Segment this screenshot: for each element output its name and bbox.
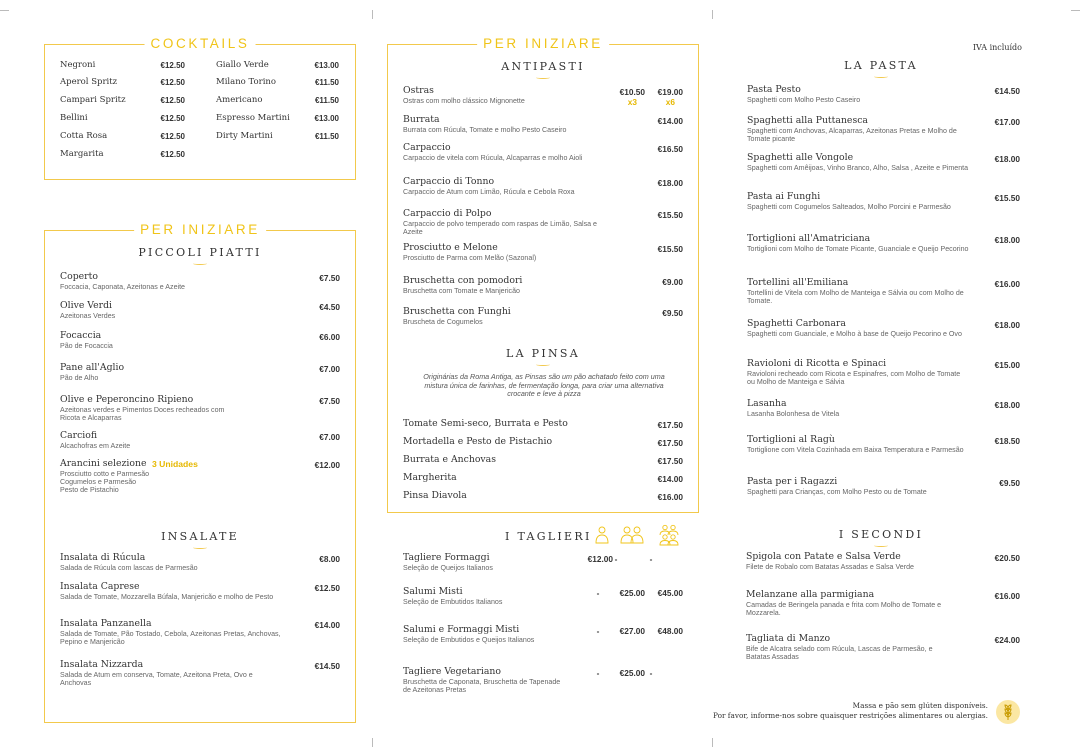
item-name: Melanzane alla parmigiana [746, 589, 875, 600]
item-name: Pane all'Aglio [60, 362, 125, 373]
pinsa-price: €17.50 [657, 420, 683, 430]
item-name: Tortiglioni al Ragù [747, 434, 835, 445]
item-name: Ostras [403, 85, 434, 96]
item-name: Tortellini all'Emiliana [747, 277, 849, 288]
cocktail-price: €13.00 [314, 61, 339, 70]
item-price: €8.00 [319, 554, 340, 564]
item-price: €6.00 [319, 332, 340, 342]
per-iniziare-title: PER INIZIARE [134, 222, 266, 237]
people-icons [594, 524, 682, 546]
item-price: €16.00 [994, 279, 1020, 289]
item-name: Spigola con Patate e Salsa Verde [746, 551, 901, 562]
item-name: Carpaccio di Tonno [403, 176, 495, 187]
item-price: €17.00 [994, 117, 1020, 127]
menu-item [403, 209, 633, 236]
cocktail-name: Bellini [60, 113, 88, 123]
item-desc: Azeitonas Verdes [60, 311, 116, 320]
pinsa-name: Margherita [403, 472, 457, 483]
item-price: €4.50 [319, 302, 340, 312]
cocktail-name: Espresso Martini [216, 113, 290, 123]
fold-mark [1071, 10, 1080, 11]
item-price: €9.50 [999, 478, 1020, 488]
item-desc: Pão de Focaccia [60, 341, 113, 350]
price-4-person: €45.00 [657, 588, 683, 598]
cocktail-price: €12.50 [160, 96, 185, 105]
cocktail-name: Margarita [60, 149, 104, 159]
item-name: Olive Verdi [60, 300, 113, 311]
item-desc: Ostras com molho clássico Mignonette [403, 96, 525, 105]
menu-item [403, 115, 633, 134]
cocktail-name: Cotta Rosa [60, 131, 108, 141]
item-price: €14.00 [314, 620, 340, 630]
price-2-person: - [614, 554, 618, 564]
item-name: Carciofi [60, 430, 98, 441]
price-1-person: - [596, 668, 600, 678]
item-desc: Bife de Alcatra selado com Rúcula, Lascas de Parmesão, e Batatas Assadas [746, 644, 933, 661]
menu-item [403, 177, 633, 196]
cocktail-name: Campari Spritz [60, 95, 126, 105]
person-1-icon [596, 527, 608, 543]
menu-item [747, 85, 972, 104]
menu-item [747, 435, 972, 454]
item-name: Bruschetta con pomodori [403, 275, 523, 286]
item-desc: Burrata com Rúcula, Tomate e molho Pesto Caseiro [403, 125, 567, 134]
item-desc: Camadas de Beringela panada e frita com Molho de Tomate e Mozzarela. [746, 600, 942, 617]
item-name: Tagliata di Manzo [746, 633, 831, 644]
gluten-free-icon [995, 699, 1021, 725]
item-price: €14.50 [994, 86, 1020, 96]
iva-note: IVA incluído [972, 43, 1022, 52]
cocktail-price: €13.00 [314, 114, 339, 123]
item-price: €12.00 [314, 460, 340, 470]
price-2-person: €27.00 [619, 626, 645, 636]
item-name: Tagliere Vegetariano [403, 666, 501, 677]
price-1-person: - [596, 626, 600, 636]
item-desc: Spaghetti para Crianças, com Molho Pesto ou de Tomate [747, 487, 927, 496]
item-desc: Spaghetti com Cogumelos Salteados, Molho Porcini e Parmesão [747, 202, 951, 211]
item-desc: Filete de Robalo com Batatas Assadas e Salsa Verde [746, 562, 914, 571]
piccoli-piatti-heading [45, 246, 355, 265]
menu-item [403, 243, 633, 262]
insalate-heading [45, 530, 355, 549]
pinsa-name: Mortadella e Pesto de Pistachio [403, 436, 553, 447]
cocktail-price: €12.50 [160, 78, 185, 87]
item-desc: Azeitonas verdes e Pimentos Doces recheados com Ricota e Alcaparras [60, 405, 225, 422]
item-desc: Bruschetta de Caponata, Bruschetta de Tapenade de Azeitonas Pretas [403, 677, 561, 694]
la-pinsa-title: LA PINSA [506, 347, 580, 360]
price-4-person: €48.00 [657, 626, 683, 636]
fold-mark [712, 10, 713, 19]
person-4-icon [660, 525, 678, 545]
menu-item [60, 553, 285, 572]
item-qty: x6 [665, 97, 675, 107]
item-price: €16.50 [657, 144, 683, 154]
piccoli-piatti-title: PICCOLI PIATTI [138, 246, 262, 259]
menu-item [60, 395, 275, 422]
item-name: Insalata Nizzarda [60, 659, 144, 670]
item-name: Spaghetti Carbonara [747, 318, 846, 329]
per-iniziare-middle-box [387, 36, 699, 513]
menu-item [747, 234, 972, 253]
item-desc: Foccacia, Caponata, Azeitonas e Azeite [60, 282, 186, 291]
item-price: €18.00 [994, 154, 1020, 164]
allergy-request-note: Por favor, informe-nos sobre quaisquer restrições alimentares ou alergias. [712, 710, 988, 720]
item-desc: Prosciutto de Parma com Melão (Sazonal) [403, 253, 537, 262]
antipasti-heading [388, 60, 698, 79]
item-desc: Salada de Atum em conserva, Tomate, Azeitona Preta, Ovo e Anchovas [60, 670, 253, 687]
allergy-note [713, 701, 988, 720]
item-desc: Salada de Tomate, Pão Tostado, Cebola, Azeitonas Pretas, Anchovas, Pepino e Manjericão [60, 629, 281, 646]
menu-item [746, 634, 971, 661]
price-1-person: €12.00 [587, 554, 613, 564]
menu-item [746, 552, 971, 571]
item-price: €15.50 [657, 244, 683, 254]
secondi-heading [728, 528, 1034, 547]
la-pinsa-heading [388, 347, 698, 366]
person-2-icon [621, 527, 643, 543]
menu-item [747, 399, 972, 418]
cocktail-name: Milano Torino [216, 77, 277, 87]
item-name: Carpaccio [403, 142, 451, 153]
item-name: Coperto [60, 271, 98, 282]
item-name: Burrata [403, 114, 440, 125]
item-price: €7.00 [319, 364, 340, 374]
item-price: €15.50 [994, 193, 1020, 203]
pinsa-name: Tomate Semi-seco, Burrata e Pesto [403, 418, 568, 429]
per-iniziare-left-box [44, 222, 356, 723]
la-pasta-heading [728, 59, 1034, 78]
price-4-person: - [649, 668, 653, 678]
item-name: Pasta per i Ragazzi [747, 476, 838, 487]
item-price: €15.00 [994, 360, 1020, 370]
price-2-person: €25.00 [619, 668, 645, 678]
item-desc: Tortiglione com Vitela Cozinhada em Baixa Temperatura e Parmesão [747, 445, 964, 454]
item-desc: Salada de Tomate, Mozzarella Búfala, Manjericão e molho de Pesto [60, 592, 274, 601]
item-price: €18.50 [994, 436, 1020, 446]
menu-item [403, 307, 633, 326]
item-price: €9.50 [662, 308, 683, 318]
cocktail-name: Dirty Martini [216, 131, 273, 141]
antipasti-title: ANTIPASTI [501, 60, 585, 73]
item-desc: Carpaccio de polvo temperado com raspas de Limão, Salsa e Azeite [403, 219, 598, 236]
menu-item [746, 590, 971, 617]
item-price: €24.00 [994, 635, 1020, 645]
fold-mark [372, 738, 373, 747]
cocktail-price: €12.50 [160, 114, 185, 123]
cocktail-price: €12.50 [160, 150, 185, 159]
item-price: €12.50 [314, 583, 340, 593]
cocktails-title: COCKTAILS [145, 36, 256, 51]
item-desc: Pão de Alho [60, 373, 99, 382]
pinsa-price: €17.50 [657, 456, 683, 466]
pinsa-name: Pinsa Diavola [403, 490, 467, 501]
cocktail-price: €11.50 [314, 78, 339, 87]
menu-item [747, 192, 972, 211]
tagliere-item [403, 667, 573, 694]
item-desc: Seleção de Embutidos Italianos [403, 597, 503, 606]
item-price: €10.50 [619, 87, 645, 97]
item-name: Spaghetti alle Vongole [747, 152, 854, 163]
insalate-title: INSALATE [161, 530, 239, 543]
item-desc: Spaghetti com Guanciale, e Molho à base de Queijo Pecorino e Ovo [747, 329, 962, 338]
item-price: €14.50 [314, 661, 340, 671]
item-desc: Lasanha Bolonhesa de Vitela [747, 409, 840, 418]
cocktail-name: Negroni [60, 60, 96, 70]
pinsa-intro: Originárias da Roma Antiga, as Pinsas são um pão achatado feito com uma mistura única de farinhas, de fermentação longa, para criar uma alternativa crocante e leve à pizza [423, 372, 665, 399]
menu-item [60, 431, 275, 450]
item-name: Spaghetti alla Puttanesca [747, 115, 868, 126]
la-pasta-title: LA PASTA [844, 59, 918, 72]
menu-item [747, 319, 972, 338]
menu-item [747, 278, 972, 305]
item-price: €19.00 [657, 87, 683, 97]
taglieri-title: I TAGLIERI [505, 530, 592, 543]
price-2-person: €25.00 [619, 588, 645, 598]
menu-item [403, 276, 633, 295]
item-desc: Prosciutto cotto e Parmesão Cogumelos e Parmesão Pesto de Pistachio [60, 469, 150, 495]
menu-item [60, 619, 285, 646]
menu-item [60, 582, 285, 601]
item-name: Ravioloni di Ricotta e Spinaci [747, 358, 887, 369]
item-price: €7.50 [319, 273, 340, 283]
price-4-person: - [649, 554, 653, 564]
menu-item [403, 143, 633, 162]
menu-item [60, 272, 275, 291]
item-price: €20.50 [994, 553, 1020, 563]
item-desc: Carpaccio de Atum com Limão, Rúcula e Cebola Roxa [403, 187, 575, 196]
gluten-free-note: Massa e pão sem glúten disponíveis. [852, 701, 988, 710]
item-price: €7.00 [319, 432, 340, 442]
menu-item [747, 116, 972, 143]
item-price: €15.50 [657, 210, 683, 220]
item-price: €16.00 [994, 591, 1020, 601]
item-name: Prosciutto e Melone [403, 242, 498, 253]
item-desc: Salada de Rúcula com lascas de Parmesão [60, 563, 198, 572]
tagliere-item [403, 553, 573, 572]
item-name: Focaccia [60, 330, 102, 341]
item-extra: 3 Unidades [152, 459, 198, 469]
cocktail-price: €11.50 [314, 132, 339, 141]
cocktail-price: €11.50 [314, 96, 339, 105]
item-price: €14.00 [657, 116, 683, 126]
item-name: Pasta Pesto [747, 84, 801, 95]
taglieri-heading [505, 530, 592, 543]
item-name: Insalata Caprese [60, 581, 140, 592]
pinsa-price: €14.00 [657, 474, 683, 484]
item-name: Olive e Peperoncino Ripieno [60, 394, 194, 405]
item-name: Pasta ai Funghi [747, 191, 821, 202]
item-price: €18.00 [657, 178, 683, 188]
item-price: €18.00 [994, 320, 1020, 330]
item-name: Salumi Misti [403, 586, 463, 597]
menu-item [60, 301, 275, 320]
cocktail-price: €12.50 [160, 61, 185, 70]
pinsa-name: Burrata e Anchovas [403, 454, 497, 465]
item-desc: Spaghetti com Molho Pesto Caseiro [747, 95, 861, 104]
fold-mark [712, 738, 713, 747]
item-name: Insalata Panzanella [60, 618, 152, 629]
item-name: Salumi e Formaggi Misti [403, 624, 520, 635]
menu-item [60, 331, 275, 350]
menu-item [747, 359, 972, 386]
pinsa-price: €16.00 [657, 492, 683, 502]
item-desc: Spaghetti com Anchovas, Alcaparras, Azeitonas Pretas e Molho de Tomate picante [747, 126, 957, 143]
menu-item [60, 660, 285, 687]
item-desc: Tortiglioni com Molho de Tomate Picante, Guanciale e Queijo Pecorino [747, 244, 969, 253]
item-desc: Tortellini de Vitela com Molho de Manteiga e Sálvia ou com Molho de Tomate. [747, 288, 964, 305]
menu-item [747, 153, 972, 172]
item-price: €9.00 [662, 277, 683, 287]
item-desc: Carpaccio de vitela com Rúcula, Alcaparras e molho Aioli [403, 153, 583, 162]
item-desc: Spaghetti com Amêijoas, Vinho Branco, Alho, Salsa , Azeite e Pimenta [747, 163, 969, 172]
pinsa-price: €17.50 [657, 438, 683, 448]
item-name: Tagliere Formaggi [403, 552, 490, 563]
item-desc: Ravioloni recheado com Ricota e Espinafres, com Molho de Tomate ou Molho de Manteiga e Sálvia [747, 369, 961, 386]
secondi-title: I SECONDI [838, 528, 924, 541]
menu-item [60, 459, 275, 494]
item-desc: Alcachofras em Azeite [60, 441, 131, 450]
cocktail-price: €12.50 [160, 132, 185, 141]
item-desc: Bruscheta de Cogumelos [403, 317, 483, 326]
item-price: €18.00 [994, 235, 1020, 245]
cocktail-name: Americano [216, 95, 263, 105]
item-desc: Seleção de Queijos Italianos [403, 563, 493, 572]
fold-mark [372, 10, 373, 19]
item-name: Lasanha [747, 398, 787, 409]
price-1-person: - [596, 588, 600, 598]
per-iniziare-title: PER INIZIARE [477, 36, 609, 51]
item-name: Arancini selezione [60, 458, 147, 469]
cocktail-name: Aperol Spritz [60, 77, 118, 87]
menu-item-ostras [403, 86, 525, 105]
item-name: Bruschetta con Funghi [403, 306, 511, 317]
item-name: Tortiglioni all'Amatriciana [747, 233, 871, 244]
item-qty: x3 [627, 97, 637, 107]
item-desc: Seleção de Embutidos e Queijos Italianos [403, 635, 535, 644]
fold-mark [0, 10, 9, 11]
cocktails-box [44, 36, 356, 180]
item-name: Insalata di Rúcula [60, 552, 146, 563]
item-desc: Bruschetta com Tomate e Manjericão [403, 286, 520, 295]
cocktail-name: Giallo Verde [216, 60, 269, 70]
menu-item [60, 363, 275, 382]
menu-item [747, 477, 972, 496]
item-price: €18.00 [994, 400, 1020, 410]
tagliere-item [403, 587, 573, 606]
item-name: Carpaccio di Polpo [403, 208, 492, 219]
tagliere-item [403, 625, 573, 644]
item-price: €7.50 [319, 396, 340, 406]
